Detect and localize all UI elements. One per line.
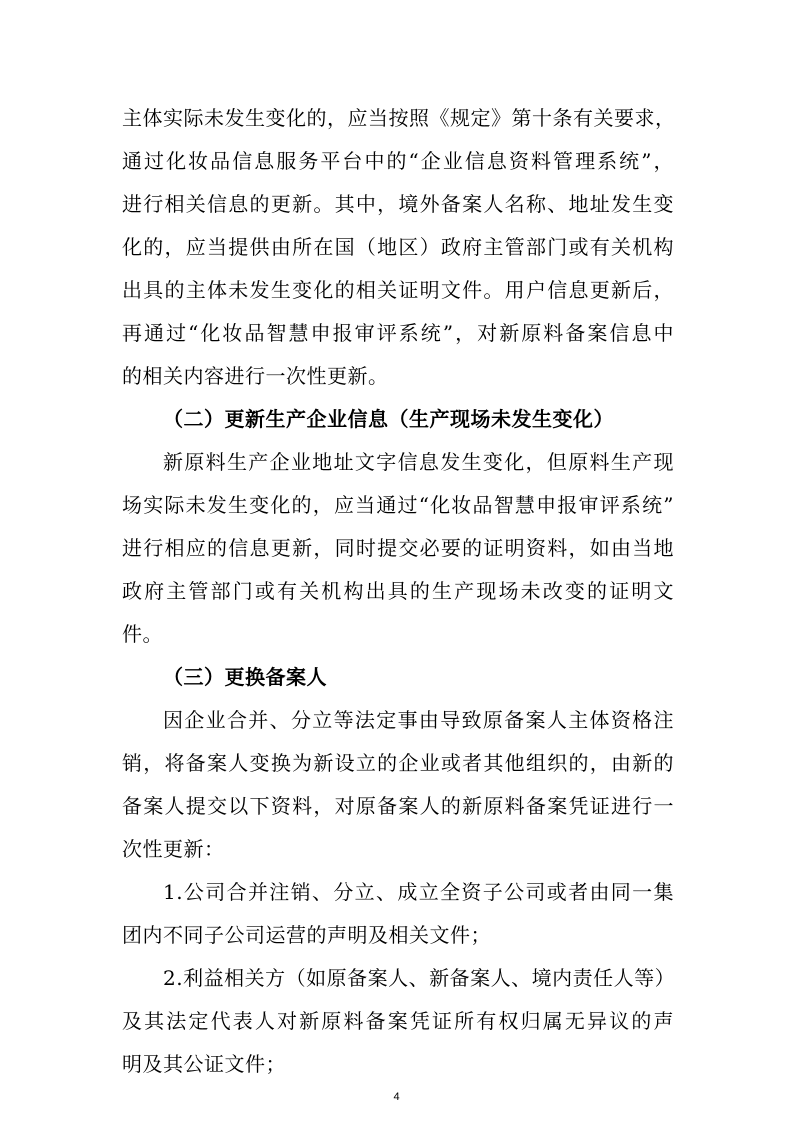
page-number: 4 <box>393 1091 400 1103</box>
text-line: 的相关内容进行一次性更新。 <box>122 364 389 388</box>
section-heading: （二）更新生产企业信息（生产现场未发生变化） <box>163 407 614 431</box>
section-heading: （三）更换备案人 <box>163 665 327 689</box>
text-line: 新原料生产企业地址文字信息发生变化，但原料生产现 <box>163 450 674 474</box>
text-line: 次性更新： <box>122 837 225 861</box>
text-line: 进行相关信息的更新。其中，境外备案人名称、地址发生变 <box>122 192 674 216</box>
text-line: 备案人提交以下资料，对原备案人的新原料备案凭证进行一 <box>122 794 674 818</box>
list-item-line: 团内不同子公司运营的声明及相关文件； <box>122 923 491 947</box>
text-line: 再通过“化妆品智慧申报审评系统”，对新原料备案信息中 <box>122 321 674 345</box>
text-line: 件。 <box>122 622 163 646</box>
text-line: 进行相应的信息更新，同时提交必要的证明资料，如由当地 <box>122 536 674 560</box>
list-item-line: 及其法定代表人对新原料备案凭证所有权归属无异议的声 <box>122 1009 674 1033</box>
text-line: 出具的主体未发生变化的相关证明文件。用户信息更新后， <box>122 278 674 302</box>
text-line: 场实际未发生变化的，应当通过“化妆品智慧申报审评系统” <box>122 493 674 517</box>
text-line: 化的，应当提供由所在国（地区）政府主管部门或有关机构 <box>122 235 674 259</box>
list-item-line: 明及其公证文件； <box>122 1052 286 1076</box>
text-line: 销，将备案人变换为新设立的企业或者其他组织的，由新的 <box>122 751 674 775</box>
text-line: 政府主管部门或有关机构出具的生产现场未改变的证明文 <box>122 579 674 603</box>
text-line: 通过化妆品信息服务平台中的“企业信息资料管理系统”， <box>122 149 674 173</box>
text-line: 因企业合并、分立等法定事由导致原备案人主体资格注 <box>163 708 674 732</box>
list-item-line: 1.公司合并注销、分立、成立全资子公司或者由同一集 <box>163 880 674 904</box>
text-line: 主体实际未发生变化的，应当按照《规定》第十条有关要求， <box>122 106 676 130</box>
list-item-line: 2.利益相关方（如原备案人、新备案人、境内责任人等） <box>163 966 676 990</box>
